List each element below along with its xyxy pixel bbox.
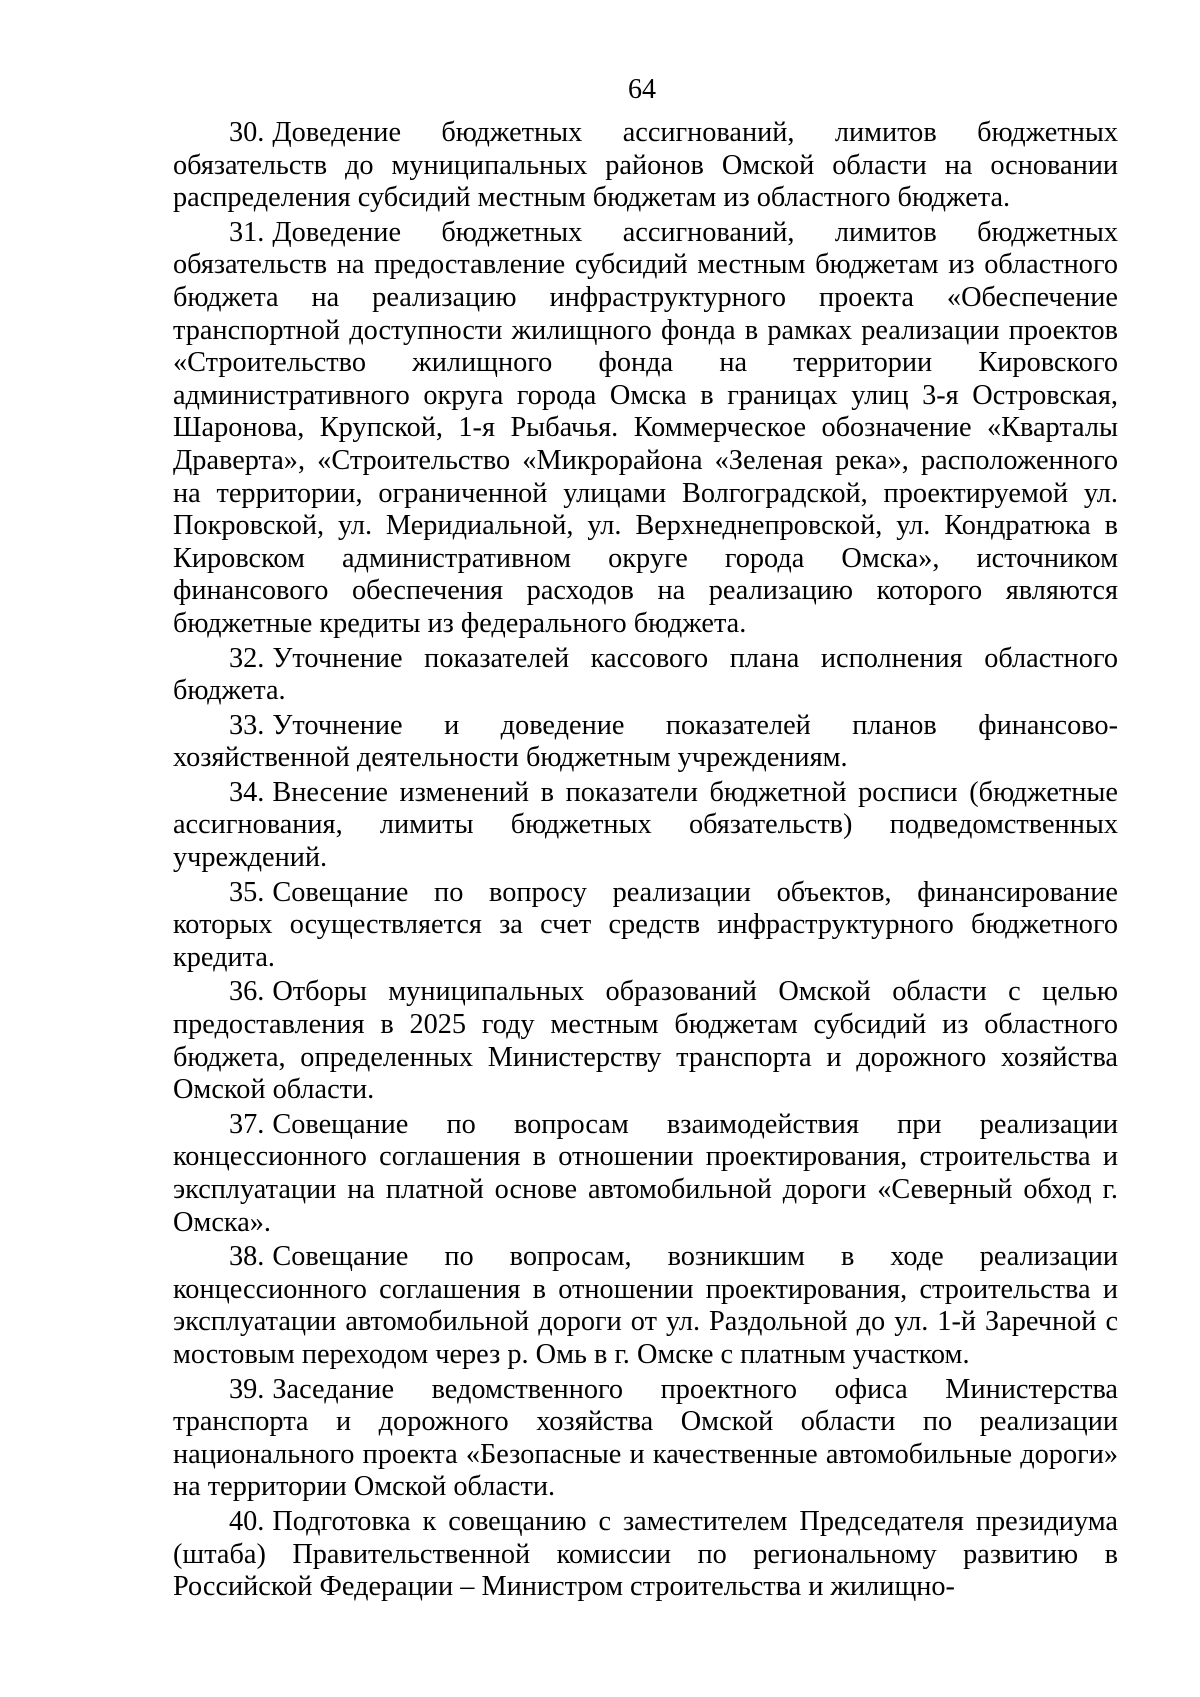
list-item: [173, 877, 1118, 975]
list-item: [173, 643, 1118, 708]
item-number: 32.: [229, 642, 265, 674]
item-number: 30.: [229, 117, 265, 148]
item-number: 40.: [229, 1505, 265, 1537]
list-item: [173, 1374, 1118, 1504]
list-item: [173, 217, 1118, 641]
item-text: Отборы муниципальных образований Омской области с целью предоставления в 2025 году местным бюджетам субсидий из областного бюджета, определенных Министерству транспорта и дорожного хозяйства Омской области.: [173, 976, 1118, 1106]
list-item: [173, 117, 1118, 215]
item-text: Совещание по вопросам взаимодействия при реализации концессионного соглашения в отношении проектирования, строительства и эксплуатации на платной основе автомобильной дороги «Северный обход г. Омска».: [173, 1108, 1118, 1238]
item-text: Уточнение и доведение показателей планов финансово-хозяйственной деятельности бюджетным учреждениям.: [173, 709, 1118, 774]
list-item: [173, 777, 1118, 875]
item-number: 37.: [229, 1108, 265, 1140]
item-number: 38.: [229, 1241, 265, 1273]
item-number: 33.: [229, 709, 265, 741]
item-number: 39.: [229, 1373, 265, 1405]
item-text: Доведение бюджетных ассигнований, лимитов бюджетных обязательств до муниципальных районов Омской области на основании распределения субсидий местным бюджетам из областного бюджета.: [173, 117, 1118, 214]
document-body: [173, 117, 1118, 1606]
list-item: [173, 1241, 1118, 1371]
item-text: Доведение бюджетных ассигнований, лимитов бюджетных обязательств на предоставление субсидий местным бюджетам из областного бюджета на реализацию инфраструктурного проекта «Обеспечение транспортной доступности жилищного фонда в рамках реализации проектов «Строительство жилищного фонда на территории Кировского административного округа города Омска в границах улиц 3-я Островская, Шаронова, Крупской, 1-я Рыбачья. Коммерческое обозначение «Кварталы Драверта», «Строительство «Микрорайона «Зеленая река», расположенного на территории, ограниченной улицами Волгоградской, проектируемой ул. Покровской, ул. Меридиальной, ул. Верхнеднепровской, ул. Кондратюка в Кировском административном округе города Омска», источником финансового обеспечения расходов на реализацию которого являются бюджетные кредиты из федерального бюджета.: [173, 216, 1118, 639]
page-number: 64: [628, 74, 656, 105]
item-text: Внесение изменений в показатели бюджетной росписи (бюджетные ассигнования, лимиты бюджетных обязательств) подведомственных учреждений.: [173, 776, 1118, 874]
list-item: [173, 976, 1118, 1106]
list-item: [173, 710, 1118, 775]
list-item: [173, 1109, 1118, 1239]
item-number: 34.: [229, 776, 265, 808]
item-text: Заседание ведомственного проектного офиса Министерства транспорта и дорожного хозяйства Омской области по реализации национального проекта «Безопасные и качественные автомобильные дороги» на территории Омской области.: [173, 1373, 1118, 1503]
item-text: Совещание по вопросу реализации объектов, финансирование которых осуществляется за счет средств инфраструктурного бюджетного кредита.: [173, 876, 1118, 973]
item-number: 36.: [229, 976, 265, 1008]
item-text: Подготовка к совещанию с заместителем Председателя президиума (штаба) Правительственной комиссии по региональному развитию в Российской Федерации – Министром строительства и жилищно-: [173, 1505, 1118, 1603]
item-number: 35.: [229, 876, 265, 908]
item-text: Совещание по вопросам, возникшим в ходе реализации концессионного соглашения в отношении проектирования, строительства и эксплуатации автомобильной дороги от ул. Раздольной до ул. 1-й Заречной с мостовым переходом через р. Омь в г. Омске с платным участком.: [173, 1241, 1118, 1370]
item-text: Уточнение показателей кассового плана исполнения областного бюджета.: [173, 642, 1118, 707]
list-item: [173, 1506, 1118, 1604]
item-number: 31.: [229, 216, 265, 248]
